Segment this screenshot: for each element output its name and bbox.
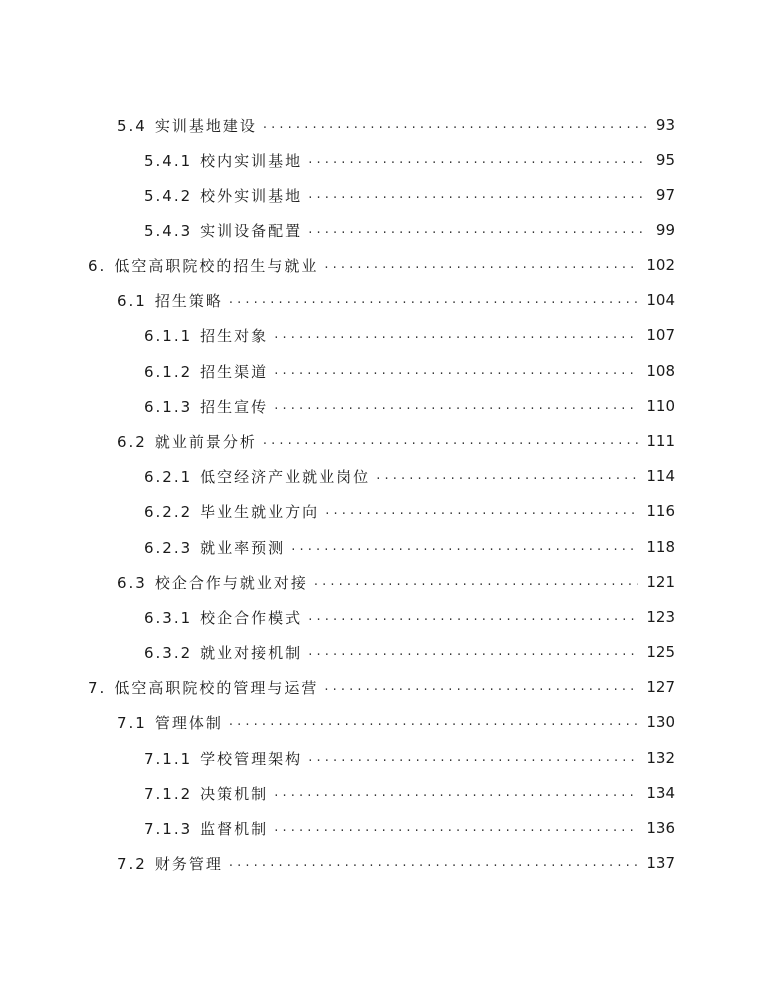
toc-entry-page: 95 bbox=[655, 151, 675, 169]
toc-entry-number: 6.2 bbox=[117, 432, 147, 451]
toc-entry-number: 6.1.1 bbox=[144, 326, 193, 345]
toc-entry-page: 121 bbox=[646, 573, 675, 591]
toc-entry[interactable] bbox=[117, 113, 675, 137]
toc-entry-title bbox=[144, 501, 325, 522]
toc-entry-number: 7.1.2 bbox=[144, 784, 193, 803]
toc-entry-page: 97 bbox=[655, 186, 675, 204]
toc-entry-title bbox=[144, 642, 308, 663]
toc-entry-text: 低空高职院校的管理与运营 bbox=[114, 678, 319, 697]
toc-entry-text: 就业率预测 bbox=[200, 538, 286, 557]
toc-entry[interactable] bbox=[144, 394, 675, 418]
toc-entry[interactable] bbox=[144, 359, 675, 383]
toc-entry-text: 招生策略 bbox=[154, 291, 223, 310]
toc-entry-text: 校内实训基地 bbox=[200, 151, 303, 170]
toc-entry-text: 低空经济产业就业岗位 bbox=[200, 467, 371, 486]
toc-entry-number: 6.1 bbox=[117, 291, 147, 310]
toc-entry-text: 低空高职院校的招生与就业 bbox=[114, 256, 319, 275]
toc-entry-title bbox=[88, 255, 324, 276]
toc-entry-text: 校企合作模式 bbox=[200, 608, 303, 627]
dot-leader bbox=[308, 148, 648, 172]
toc-entry-title bbox=[144, 325, 274, 346]
toc-entry-page: 132 bbox=[646, 749, 675, 767]
toc-entry-page: 108 bbox=[646, 362, 675, 380]
dot-leader bbox=[263, 429, 638, 453]
toc-entry-text: 就业前景分析 bbox=[154, 432, 257, 451]
dot-leader bbox=[274, 359, 638, 383]
toc-entry[interactable] bbox=[144, 499, 675, 523]
toc-entry-page: 118 bbox=[646, 538, 675, 556]
toc-entry-page: 134 bbox=[646, 784, 675, 802]
toc-entry-page: 104 bbox=[646, 291, 675, 309]
toc-entry-number: 5.4.2 bbox=[144, 186, 193, 205]
toc-entry-number: 5.4.3 bbox=[144, 221, 193, 240]
toc-entry[interactable] bbox=[117, 570, 675, 594]
toc-entry-number: 7.1 bbox=[117, 713, 147, 732]
toc-entry-page: 111 bbox=[646, 432, 675, 450]
dot-leader bbox=[274, 816, 638, 840]
toc-entry-text: 校企合作与就业对接 bbox=[154, 573, 308, 592]
toc-entry-number: 7.2 bbox=[117, 854, 147, 873]
toc-entry[interactable] bbox=[144, 535, 675, 559]
dot-leader bbox=[274, 323, 638, 347]
dot-leader bbox=[308, 605, 638, 629]
toc-entry-page: 127 bbox=[646, 678, 675, 696]
toc-entry-page: 123 bbox=[646, 608, 675, 626]
toc-entry[interactable] bbox=[144, 605, 675, 629]
toc-entry-title bbox=[144, 537, 291, 558]
toc-entry-text: 学校管理架构 bbox=[200, 749, 303, 768]
dot-leader bbox=[308, 218, 648, 242]
toc-entry-number: 6.2.3 bbox=[144, 538, 193, 557]
toc-entry[interactable] bbox=[88, 675, 675, 699]
toc-entry[interactable] bbox=[144, 816, 675, 840]
toc-entry-title bbox=[144, 607, 308, 628]
dot-leader bbox=[229, 851, 638, 875]
toc-entry-text: 财务管理 bbox=[154, 854, 223, 873]
toc-entry-title bbox=[144, 818, 274, 839]
toc-entry-title bbox=[117, 115, 263, 136]
toc-entry-text: 校外实训基地 bbox=[200, 186, 303, 205]
toc-entry-title bbox=[144, 185, 308, 206]
toc-entry-text: 实训设备配置 bbox=[200, 221, 303, 240]
dot-leader bbox=[325, 499, 638, 523]
toc-entry[interactable] bbox=[117, 288, 675, 312]
toc-entry-page: 102 bbox=[646, 256, 675, 274]
toc-entry-title bbox=[144, 361, 274, 382]
toc-entry[interactable] bbox=[144, 323, 675, 347]
toc-entry-number: 6.1.2 bbox=[144, 362, 193, 381]
toc-entry-text: 管理体制 bbox=[154, 713, 223, 732]
toc-entry-number: 7. bbox=[88, 678, 107, 697]
toc-entry-text: 监督机制 bbox=[200, 819, 269, 838]
dot-leader bbox=[308, 746, 638, 770]
toc-entry-title bbox=[144, 466, 376, 487]
dot-leader bbox=[324, 253, 638, 277]
dot-leader bbox=[308, 183, 648, 207]
toc-entry-text: 招生对象 bbox=[200, 326, 269, 345]
toc-entry-number: 5.4 bbox=[117, 116, 147, 135]
toc-entry-number: 6.2.1 bbox=[144, 467, 193, 486]
dot-leader bbox=[274, 781, 638, 805]
toc-entry[interactable] bbox=[144, 781, 675, 805]
toc-entry[interactable] bbox=[88, 253, 675, 277]
toc-entry-page: 107 bbox=[646, 326, 675, 344]
toc-entry-number: 5.4.1 bbox=[144, 151, 193, 170]
toc-entry-title bbox=[117, 290, 229, 311]
dot-leader bbox=[308, 640, 638, 664]
toc-entry[interactable] bbox=[144, 746, 675, 770]
toc-entry-text: 毕业生就业方向 bbox=[200, 502, 320, 521]
toc-entry-text: 招生宣传 bbox=[200, 397, 269, 416]
toc-entry-number: 7.1.1 bbox=[144, 749, 193, 768]
toc-entry-number: 6.1.3 bbox=[144, 397, 193, 416]
dot-leader bbox=[229, 288, 638, 312]
toc-entry-page: 93 bbox=[655, 116, 675, 134]
toc-entry-page: 136 bbox=[646, 819, 675, 837]
toc-entry-title bbox=[144, 220, 308, 241]
dot-leader bbox=[314, 570, 638, 594]
toc-entry-page: 116 bbox=[646, 502, 675, 520]
toc-entry-page: 114 bbox=[646, 467, 675, 485]
dot-leader bbox=[274, 394, 638, 418]
toc-entry-title bbox=[144, 748, 308, 769]
toc-entry-number: 6. bbox=[88, 256, 107, 275]
toc-entry[interactable] bbox=[144, 464, 675, 488]
toc-entry-number: 6.2.2 bbox=[144, 502, 193, 521]
toc-entry-title bbox=[117, 572, 314, 593]
toc-entry-title bbox=[144, 783, 274, 804]
toc-entry-page: 137 bbox=[646, 854, 675, 872]
toc-entry-text: 实训基地建设 bbox=[154, 116, 257, 135]
toc-entry[interactable] bbox=[144, 640, 675, 664]
toc-entry-title bbox=[144, 396, 274, 417]
dot-leader bbox=[324, 675, 638, 699]
toc-entry-number: 6.3.2 bbox=[144, 643, 193, 662]
toc-entry-number: 6.3 bbox=[117, 573, 147, 592]
toc-entry-title bbox=[117, 431, 263, 452]
toc-entry-page: 99 bbox=[655, 221, 675, 239]
toc-entry[interactable] bbox=[117, 851, 675, 875]
toc-entry-title bbox=[144, 150, 308, 171]
toc-entry-page: 130 bbox=[646, 713, 675, 731]
toc-entry-number: 7.1.3 bbox=[144, 819, 193, 838]
toc-entry-page: 110 bbox=[646, 397, 675, 415]
toc-entry[interactable] bbox=[117, 710, 675, 734]
dot-leader bbox=[229, 710, 638, 734]
toc-entry-text: 就业对接机制 bbox=[200, 643, 303, 662]
dot-leader bbox=[291, 535, 638, 559]
toc-entry-text: 招生渠道 bbox=[200, 362, 269, 381]
toc-entry[interactable] bbox=[144, 183, 675, 207]
dot-leader bbox=[263, 113, 648, 137]
toc-entry-title bbox=[117, 853, 229, 874]
toc-entry[interactable] bbox=[117, 429, 675, 453]
dot-leader bbox=[376, 464, 638, 488]
toc-entry-page: 125 bbox=[646, 643, 675, 661]
toc-entry-text: 决策机制 bbox=[200, 784, 269, 803]
toc-entry-number: 6.3.1 bbox=[144, 608, 193, 627]
toc-entry[interactable] bbox=[144, 148, 675, 172]
toc-entry-title bbox=[117, 712, 229, 733]
toc-entry[interactable] bbox=[144, 218, 675, 242]
toc-entry-title bbox=[88, 677, 324, 698]
